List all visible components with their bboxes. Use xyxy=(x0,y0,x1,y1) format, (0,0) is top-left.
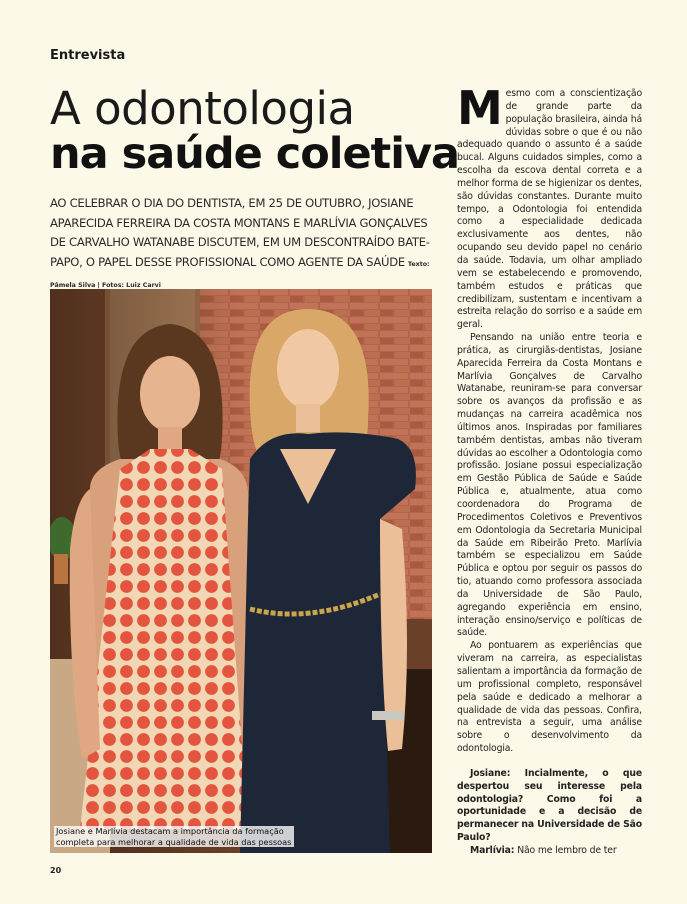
body-paragraph-1: Mesmo com a conscientização de grande parte da população brasileira, ainda há dúvidas sobre o que é ou não adequado quando o assunto é a saúde bucal. Alguns cuidados simples, como a escolha da escova dental correta e a melhor forma de se higienizar os dentes, são dúvidas constantes. Durante muito tempo, a Odontologia foi entendida como a especialidade dedicada exclusivamente aos dentes, não ocupando seu devido papel no cenário da saúde. Todavia, um olhar ampliado vem se estabelecendo e promovendo, também estudos e práticas que credibilizam, sustentam e incentivam a estreita relação do sorriso e a saúde em geral. xyxy=(457,81,642,331)
article-title-line1: A odontologia xyxy=(50,82,355,135)
article-lede xyxy=(50,194,440,296)
body-paragraph-3: Ao pontuarem as experiências que viveram na carreira, as especialistas salientam a importância da formação de um profissional completo, responsável pela saúde e dedicado a melhorar a qualidade de vida das pessoas. Confira, na entrevista a seguir, uma análise sobre o desenvolvimento da odontologia. xyxy=(457,640,642,755)
dropcap: M xyxy=(457,81,503,135)
photo-illustration xyxy=(50,289,432,853)
interview-question: Josiane: Incialmente, o que despertou seu interesse pela odontologia? Como foi a oportunidade e a decisão de permanecer na Universidade de São Paulo? xyxy=(457,767,642,844)
photo-caption: Josiane e Marlívia destacam a importância da formação completa para melhorar a qualidade de vida das pessoas xyxy=(54,826,294,847)
body-paragraph-2: Pensando na união entre teoria e prática, as cirurgiãs-dentistas, Josiane Aparecida Ferreira da Costa Montans e Marlívia Gonçalves de Carvalho Watanabe, reuniram-se para conversar sobre os avanços da profissão e as mudanças na carreira acadêmica nos últimos anos. Inspiradas por familiares também dentistas, ambas não tiveram dúvidas ao escolher a Odontologia como profissão. Josiane possui especialização em Gestão Pública de Saúde e Saúde Pública e, atualmente, atua como coordenadora do Programa de Procedimentos Coletivos e Preventivos em Odontologia da Secretaria Municipal da Saúde em Ribeirão Preto. Marlívia também se especializou em Saúde Pública e optou por seguir os passos do tio, atuando como professora associada da Universidade de São Paulo, agregando experiência em ensino, interação ensino/serviço e políticas de saúde. xyxy=(457,332,642,639)
photo-credits: Texto: Pâmela Silva | Fotos: Luiz Carvi xyxy=(50,260,430,289)
interview-photo xyxy=(50,289,432,853)
page-number: 20 xyxy=(50,866,62,875)
lede-text: AO CELEBRAR O DIA DO DENTISTA, EM 25 DE OUTUBRO, JOSIANE APARECIDA FERREIRA DA COSTA MONTANS E MARLÍVIA GONÇALVES DE CARVALHO WATANABE DISCUTEM, EM UM DESCONTRAÍDO BATE-PAPO, O PAPEL DESSE PROFISSIONAL COMO AGENTE DA SAÚDE xyxy=(50,196,430,269)
section-label: Entrevista xyxy=(50,48,126,63)
article-body xyxy=(457,81,642,858)
article-title-line2: na saúde coletiva xyxy=(50,129,460,179)
interview-answer: Marlívia: Não me lembro de ter xyxy=(470,844,617,856)
